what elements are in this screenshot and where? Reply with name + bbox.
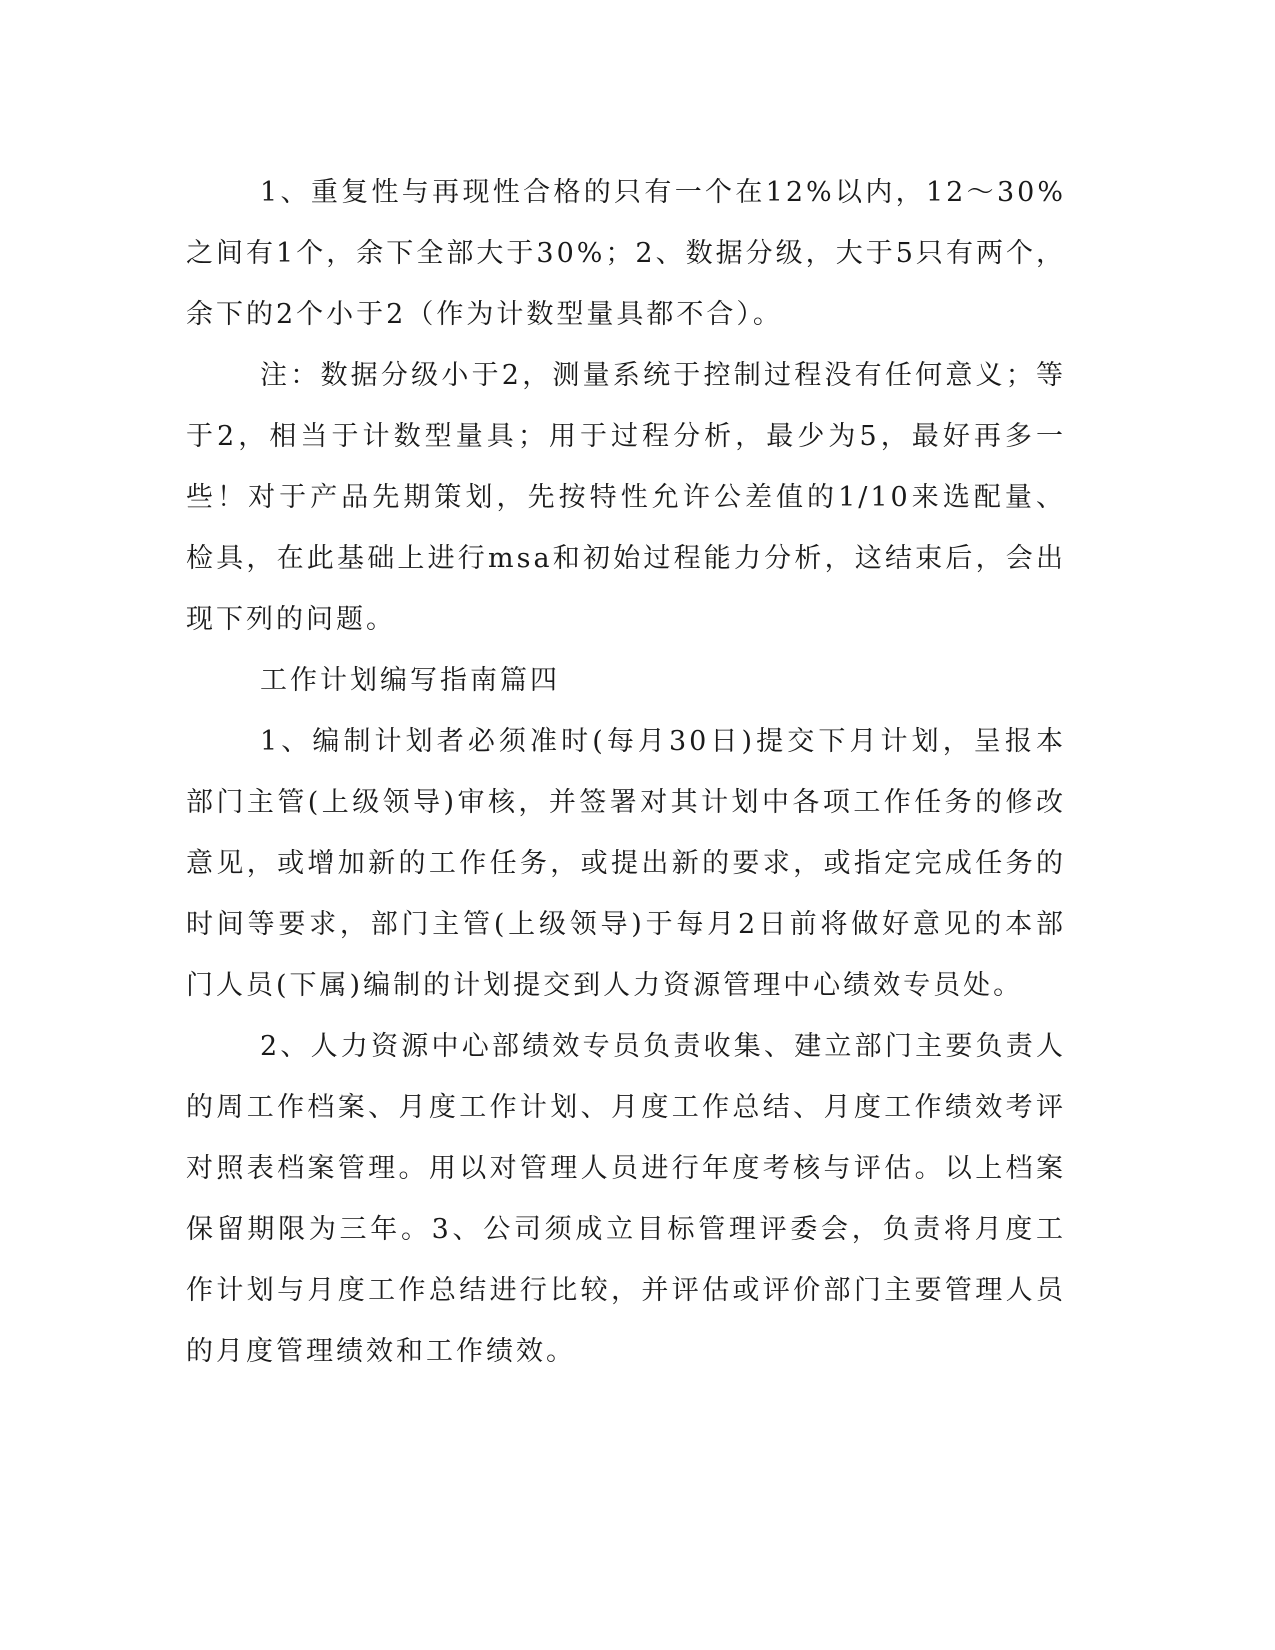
document-body — [186, 162, 1066, 1382]
paragraph-gage-rr-results: 1、重复性与再现性合格的只有一个在12%以内，12～30%之间有1个，余下全部大于30%；2、数据分级，大于5只有两个，余下的2个小于2（作为计数型量具都不合）。 — [186, 177, 1066, 330]
section-heading: 工作计划编写指南篇四 — [260, 665, 560, 696]
paragraph-plan-submission: 1、编制计划者必须准时(每月30日)提交下月计划，呈报本部门主管(上级领导)审核，并签署对其计划中各项工作任务的修改意见，或增加新的工作任务，或提出新的要求，或指定完成任务的时间等要求，部门主管(上级领导)于每月2日前将做好意见的本部门人员(下属)编制的计划提交到人力资源管理中心绩效专员处。 — [186, 726, 1066, 1001]
paragraph-archive-management: 2、人力资源中心部绩效专员负责收集、建立部门主要负责人的周工作档案、月度工作计划、月度工作总结、月度工作绩效考评对照表档案管理。用以对管理人员进行年度考核与评估。以上档案保留期限为三年。3、公司须成立目标管理评委会，负责将月度工作计划与月度工作总结进行比较，并评估或评价部门主要管理人员的月度管理绩效和工作绩效。 — [186, 1031, 1066, 1367]
paragraph-data-grading-note: 注：数据分级小于2，测量系统于控制过程没有任何意义；等于2，相当于计数型量具；用于过程分析，最少为5，最好再多一些！对于产品先期策划，先按特性允许公差值的1/10来选配量、检具，在此基础上进行msa和初始过程能力分析，这结束后，会出现下列的问题。 — [186, 360, 1066, 635]
